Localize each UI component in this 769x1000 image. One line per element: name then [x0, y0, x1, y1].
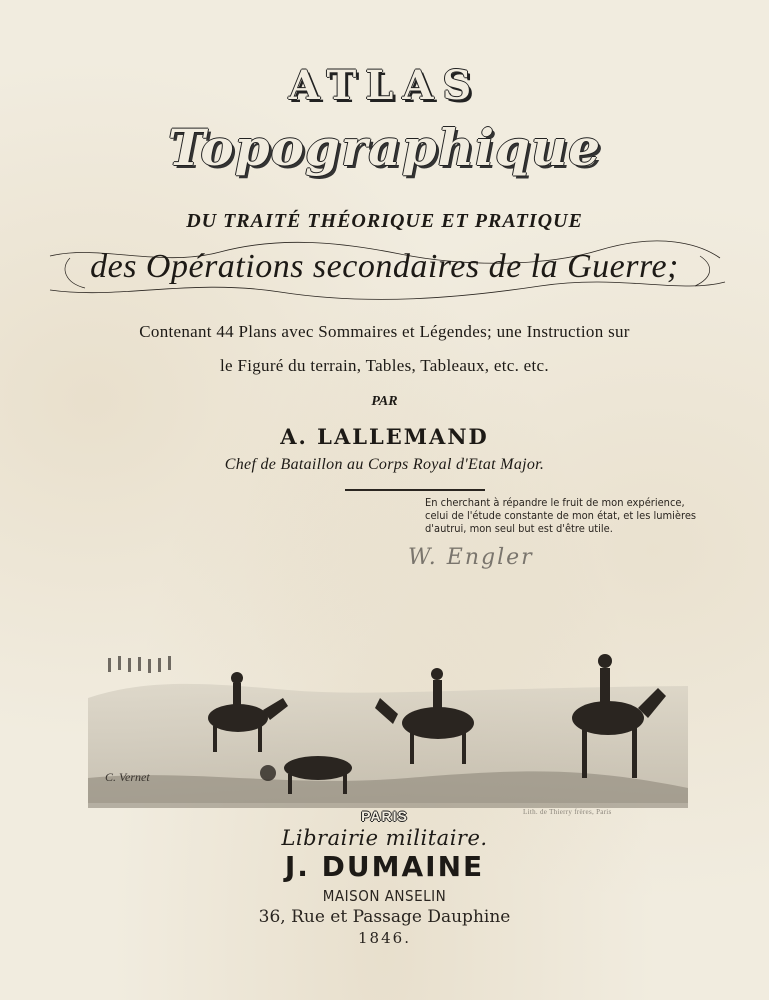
title-topographique: Topographique [167, 118, 602, 177]
publisher-address: 36, Rue et Passage Dauphine [258, 907, 511, 927]
author-name: A. LALLEMAND [280, 424, 489, 449]
divider-rule [345, 489, 485, 491]
publication-year: 1846. [358, 929, 411, 947]
handwritten-signature: W. Engler [408, 545, 534, 570]
author-role: Chef de Bataillon au Corps Royal d'Etat Major. [224, 456, 545, 473]
epigraph-line: celui de l'étude constante de mon état, et les lumières [425, 509, 697, 522]
publisher-house: Librairie militaire. [281, 826, 488, 850]
description-line-2: le Figuré du terrain, Tables, Tableaux, etc. etc. [220, 356, 549, 375]
title-operations: des Opérations secondaires de la Guerre; [90, 248, 679, 285]
lithographer-imprint: Lith. de Thierry frères, Paris [523, 808, 612, 816]
epigraph [425, 496, 695, 535]
publisher-name: J. DUMAINE [284, 850, 485, 883]
byline-par: PAR [371, 394, 398, 409]
publisher-maison: MAISON ANSELIN [322, 887, 447, 905]
cavalry-illustration [88, 628, 688, 808]
epigraph-line: En cherchant à répandre le fruit de mon expérience, [425, 496, 685, 509]
title-atlas: ATLAS [288, 62, 481, 109]
epigraph-line: d'autrui, mon seul but est d'être utile. [425, 522, 613, 535]
description-line-1: Contenant 44 Plans avec Sommaires et Légendes; une Instruction sur [139, 322, 630, 341]
title-subtitle: DU TRAITÉ THÉORIQUE ET PRATIQUE [186, 210, 583, 232]
publisher-city: PARIS [361, 808, 408, 824]
artist-credit: C. Vernet [105, 770, 150, 784]
